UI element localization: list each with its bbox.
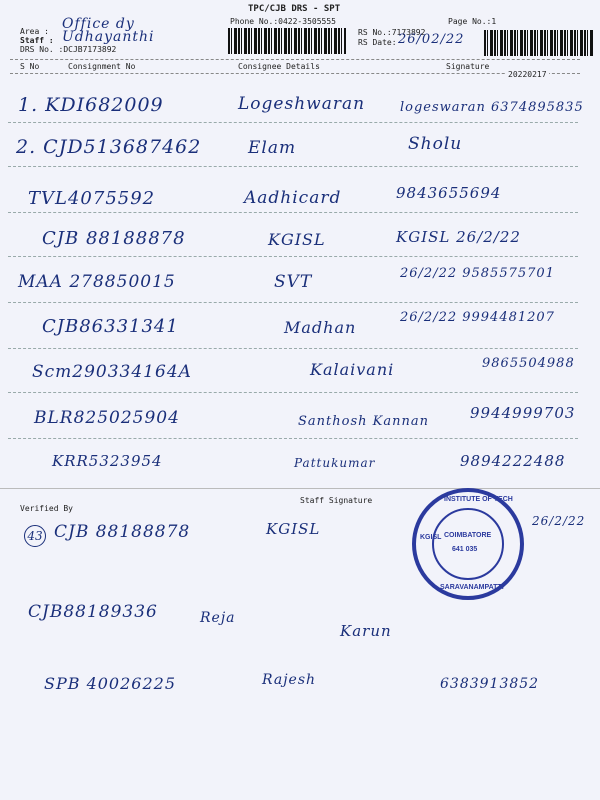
col-consignee: Consignee Details: [238, 62, 320, 71]
institute-seal-stamp: [412, 488, 524, 600]
page-fold: [0, 488, 600, 489]
seal-bottom-text: SARAVANAMPATTI: [440, 584, 504, 591]
sheet-title: TPC/CJB DRS - SPT: [248, 4, 341, 14]
rs-date-label: RS Date:: [358, 38, 397, 47]
verified-by-label: Verified By: [20, 504, 73, 513]
seal-top-text: INSTITUTE OF TECH: [444, 496, 513, 503]
row-2-signature: Sholu: [408, 134, 463, 154]
row-3-consignee: Aadhicard: [244, 188, 342, 208]
seal-inner-ring: [432, 508, 504, 580]
row-6-signature: 26/2/22 9994481207: [400, 310, 555, 325]
barcode-left: [228, 28, 346, 54]
rs-number: RS No.:7173892: [358, 28, 426, 37]
row-8-signature: 9944999703: [470, 404, 576, 422]
area-handwritten: Office dy: [62, 16, 135, 32]
row-divider: [8, 122, 578, 123]
header-rule-bottom: [10, 73, 580, 74]
row-9-consignment: KRR5323954: [52, 452, 163, 470]
barcode-right: [484, 30, 594, 56]
row-5-consignment: MAA 278850015: [18, 272, 176, 292]
row-8-consignee: Santhosh Kannan: [298, 414, 429, 429]
staff-label: Staff :: [20, 36, 54, 45]
row-3-signature: 9843655694: [396, 184, 502, 202]
row-7-consignment: Scm290334164A: [32, 362, 192, 382]
row-9-consignee: Pattukumar: [294, 456, 376, 470]
row-divider: [8, 438, 578, 439]
extra-1-consignment: CJB 88188878: [54, 522, 191, 542]
phone-number: Phone No.:0422-3505555: [230, 17, 336, 26]
header-rule: [10, 59, 580, 60]
row-4-signature: KGISL 26/2/22: [396, 228, 521, 246]
page-number: Page No.:1: [448, 17, 497, 26]
drs-number: DRS No. :DCJB7173892: [20, 45, 117, 54]
extra-1-consignee: KGISL: [266, 520, 321, 538]
entry-number-circle: 43: [24, 525, 46, 547]
row-1-consignment: 1. KDI682009: [18, 94, 164, 116]
row-divider: [8, 348, 578, 349]
col-consignment: Consignment No: [68, 62, 136, 71]
row-1-signature: logeswaran 6374895835: [400, 100, 584, 115]
row-divider: [8, 256, 578, 257]
row-8-consignment: BLR825025904: [34, 408, 180, 428]
extra-3-consignee: Rajesh: [262, 672, 317, 688]
row-6-consignment: CJB86331341: [42, 316, 179, 337]
row-1-consignee: Logeshwaran: [238, 94, 366, 114]
row-divider: [8, 392, 578, 393]
extra-3-consignment: SPB 40026225: [44, 674, 177, 693]
date-code: 20220217: [508, 70, 547, 79]
row-5-signature: 26/2/22 9585575701: [400, 266, 555, 281]
extra-2-consignee: Reja: [200, 610, 236, 626]
extra-3-signature: 6383913852: [440, 676, 540, 692]
row-3-consignment: TVL4075592: [28, 188, 156, 209]
row-2-consignment: 2. CJD513687462: [16, 136, 202, 158]
extra-2-consignment: CJB88189336: [28, 602, 158, 622]
row-divider: [8, 212, 578, 213]
area-label: Area :: [20, 27, 49, 36]
col-s-no: S No: [20, 62, 40, 71]
staff-signature-label: Staff Signature: [300, 496, 373, 505]
row-7-consignee: Kalaivani: [310, 360, 395, 379]
row-6-consignee: Madhan: [284, 318, 357, 337]
seal-city-text: COIMBATORE: [444, 532, 492, 539]
row-4-consignee: KGISL: [268, 230, 326, 249]
staff-handwritten: Udhayanthi: [62, 29, 155, 45]
row-divider: [8, 302, 578, 303]
row-4-consignment: CJB 88188878: [42, 228, 186, 249]
seal-pin-text: 641 035: [452, 546, 478, 553]
col-signature: Signature: [446, 62, 490, 71]
rs-date-handwritten: 26/02/22: [398, 32, 465, 47]
row-divider: [8, 166, 578, 167]
row-9-signature: 9894222488: [460, 452, 566, 470]
extra-1-signature: 26/2/22: [532, 514, 586, 528]
row-7-signature: 9865504988: [482, 356, 575, 371]
row-5-consignee: SVT: [274, 272, 313, 292]
seal-left-text: KGISL: [420, 534, 442, 541]
row-2-consignee: Elam: [248, 138, 297, 158]
extra-2-signature: Karun: [340, 622, 392, 640]
